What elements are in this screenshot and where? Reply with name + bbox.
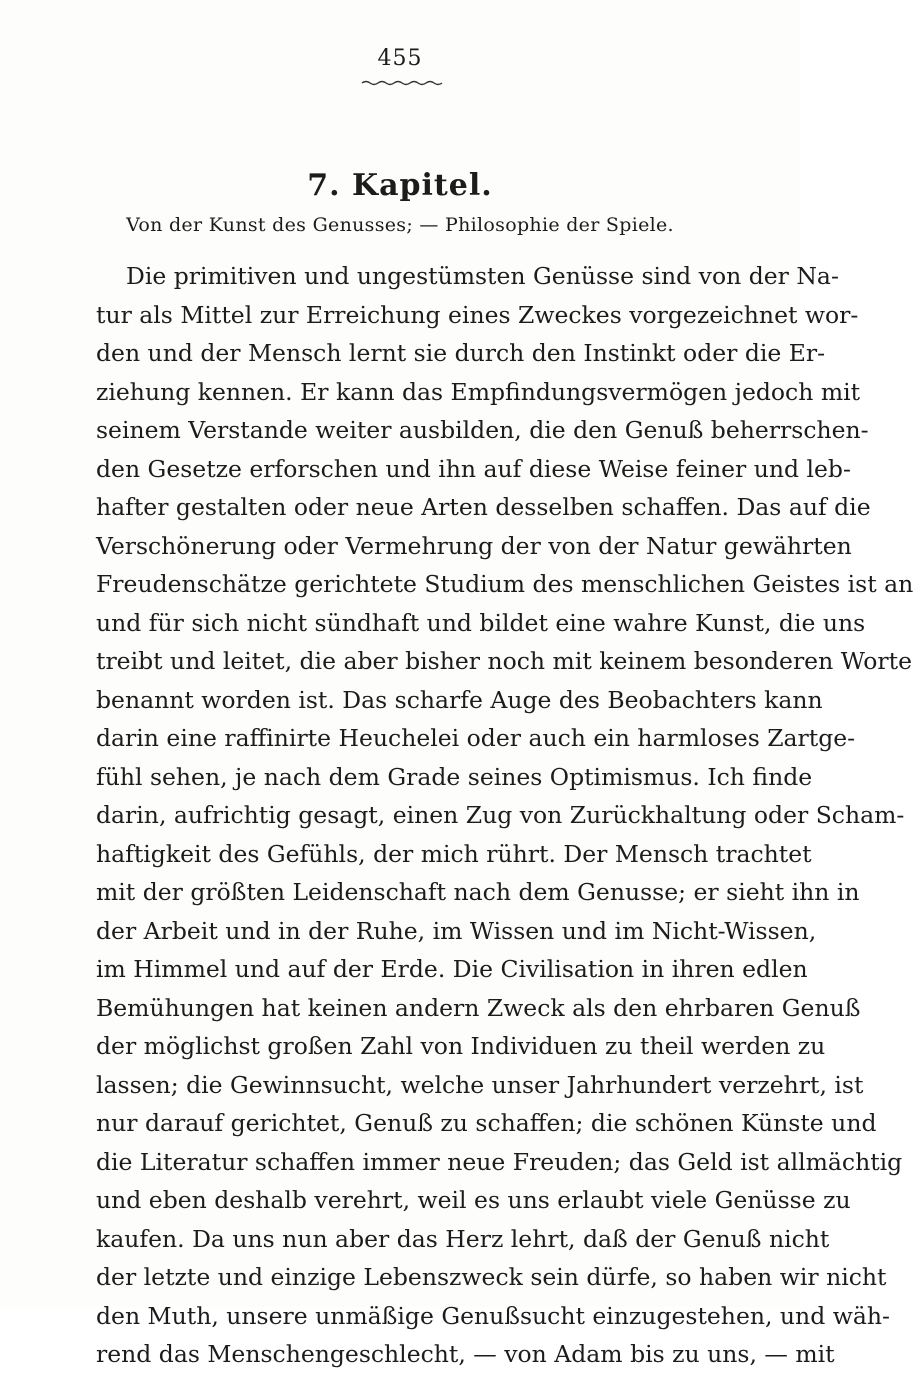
text-line: nur darauf gerichtet, Genuß zu schaffen; die schönen Künste und [96, 1109, 877, 1137]
page-number: 455 [377, 46, 423, 71]
text-line: benannt worden ist. Das scharfe Auge des Beobachters kann [96, 685, 823, 714]
text-line: den und der Mensch lernt sie durch den Instinkt oder die Er- [96, 339, 826, 367]
text-line: tur als Mittel zur Erreichung eines Zweckes vorgezeichnet wor- [96, 300, 859, 329]
text-line: der möglichst großen Zahl von Individuen zu theil werden zu [96, 1032, 826, 1060]
text-line: mit der größten Leidenschaft nach dem Genusse; er sieht ihn in [96, 878, 860, 906]
text-line: und für sich nicht sündhaft und bildet eine wahre Kunst, die uns [96, 608, 866, 637]
text-line: den Gesetze erforschen und ihn auf diese Weise feiner und leb- [96, 454, 851, 483]
text-line: der letzte und einzige Lebenszweck sein dürfe, so haben wir nicht [96, 1263, 887, 1291]
text-line: lassen; die Gewinnsucht, welche unser Jahrhundert verzehrt, ist [96, 1070, 864, 1099]
text-line: der Arbeit und in der Ruhe, im Wissen und im Nicht-Wissen, [96, 916, 817, 945]
text-line: im Himmel und auf der Erde. Die Civilisation in ihren edlen [96, 955, 808, 983]
text-line: treibt und leitet, die aber bisher noch mit keinem besonderen Worte [96, 647, 912, 675]
text-line: die Literatur schaffen immer neue Freuden; das Geld ist allmächtig [96, 1147, 903, 1176]
text-line: darin eine raffinirte Heuchelei oder auch ein harmloses Zartge- [96, 724, 856, 752]
body-text [96, 257, 913, 1374]
text-line: und eben deshalb verehrt, weil es uns erlaubt viele Genüsse zu [96, 1186, 851, 1214]
text-line: kaufen. Da uns nun aber das Herz lehrt, daß der Genuß nicht [96, 1224, 830, 1253]
text-line: Freudenschätze gerichtete Studium des menschlichen Geistes ist an [96, 570, 913, 598]
text-line: Verschönerung oder Vermehrung der von der Natur gewährten [96, 531, 852, 560]
text-line: haftigkeit des Gefühls, der mich rührt. Der Mensch trachtet [96, 839, 812, 868]
text-line: fühl sehen, je nach dem Grade seines Optimismus. Ich finde [96, 762, 813, 791]
text-line: ziehung kennen. Er kann das Empfindungsvermögen jedoch mit [96, 377, 861, 406]
page-number-wavy-rule [362, 80, 438, 86]
text-line: Bemühungen hat keinen andern Zweck als den ehrbaren Genuß [96, 993, 861, 1022]
chapter-title: 7. Kapitel. [307, 168, 493, 203]
text-line: hafter gestalten oder neue Arten desselben schaffen. Das auf die [96, 493, 871, 521]
chapter-subtitle: Von der Kunst des Genusses; — Philosophie der Spiele. [126, 214, 674, 236]
text-line: den Muth, unsere unmäßige Genußsucht einzugestehen, und wäh- [96, 1301, 890, 1330]
text-line: seinem Verstande weiter ausbilden, die den Genuß beherrschen- [96, 416, 869, 444]
text-line: darin, aufrichtig gesagt, einen Zug von Zurückhaltung oder Scham- [96, 801, 905, 829]
text-line: rend das Menschengeschlecht, — von Adam bis zu uns, — mit [96, 1340, 835, 1368]
text-line: Die primitiven und ungestümsten Genüsse sind von der Na- [126, 262, 839, 290]
